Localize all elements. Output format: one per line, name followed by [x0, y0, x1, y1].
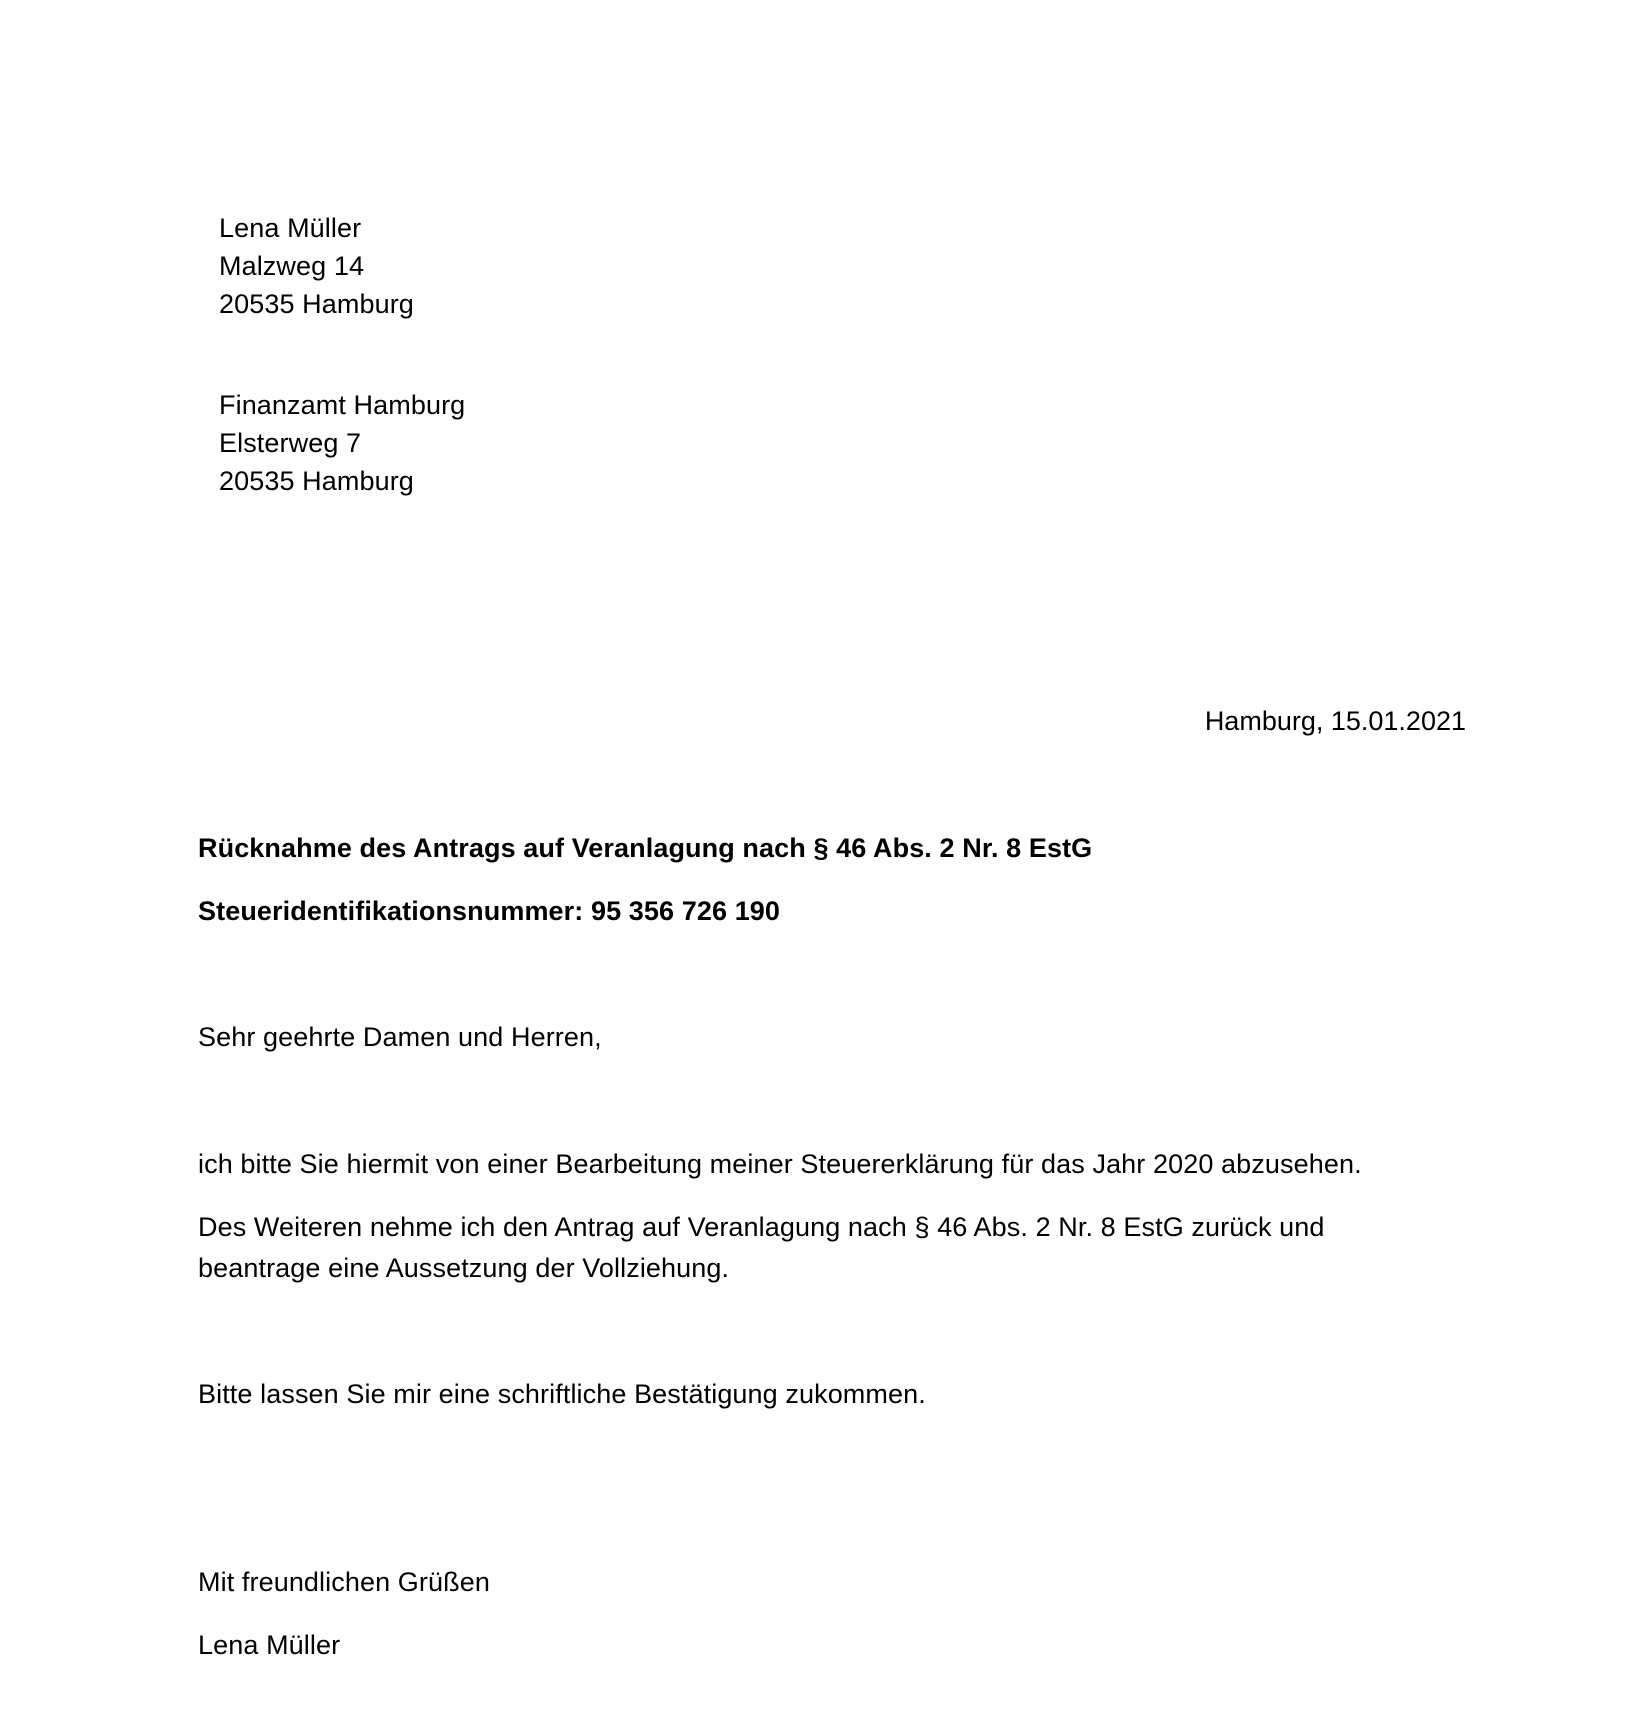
- signature-name: Lena Müller: [198, 1630, 341, 1660]
- recipient-street: Elsterweg 7: [219, 428, 362, 458]
- salutation: Sehr geehrte Damen und Herren,: [198, 1022, 602, 1052]
- tax-id-line: Steueridentifikationsnummer: 95 356 726 190: [198, 896, 781, 926]
- body-paragraph-1: ich bitte Sie hiermit von einer Bearbeitung meiner Steuererklärung für das Jahr 2020 abzusehen.: [198, 1149, 1362, 1179]
- letter-date: Hamburg, 15.01.2021: [1204, 706, 1466, 736]
- sender-street: Malzweg 14: [219, 251, 365, 281]
- subject-line: Rücknahme des Antrags auf Veranlagung nach § 46 Abs. 2 Nr. 8 EstG: [198, 833, 1093, 863]
- body-paragraph-2-line-2: beantrage eine Aussetzung der Vollziehung.: [198, 1253, 730, 1283]
- recipient-city: 20535 Hamburg: [219, 466, 414, 496]
- body-paragraph-3: Bitte lassen Sie mir eine schriftliche Bestätigung zukommen.: [198, 1379, 926, 1409]
- body-paragraph-2-line-1: Des Weiteren nehme ich den Antrag auf Veranlagung nach § 46 Abs. 2 Nr. 8 EstG zurück und: [198, 1212, 1325, 1242]
- sender-name: Lena Müller: [219, 213, 362, 243]
- closing: Mit freundlichen Grüßen: [198, 1567, 490, 1597]
- recipient-name: Finanzamt Hamburg: [219, 390, 466, 420]
- sender-city: 20535 Hamburg: [219, 289, 414, 319]
